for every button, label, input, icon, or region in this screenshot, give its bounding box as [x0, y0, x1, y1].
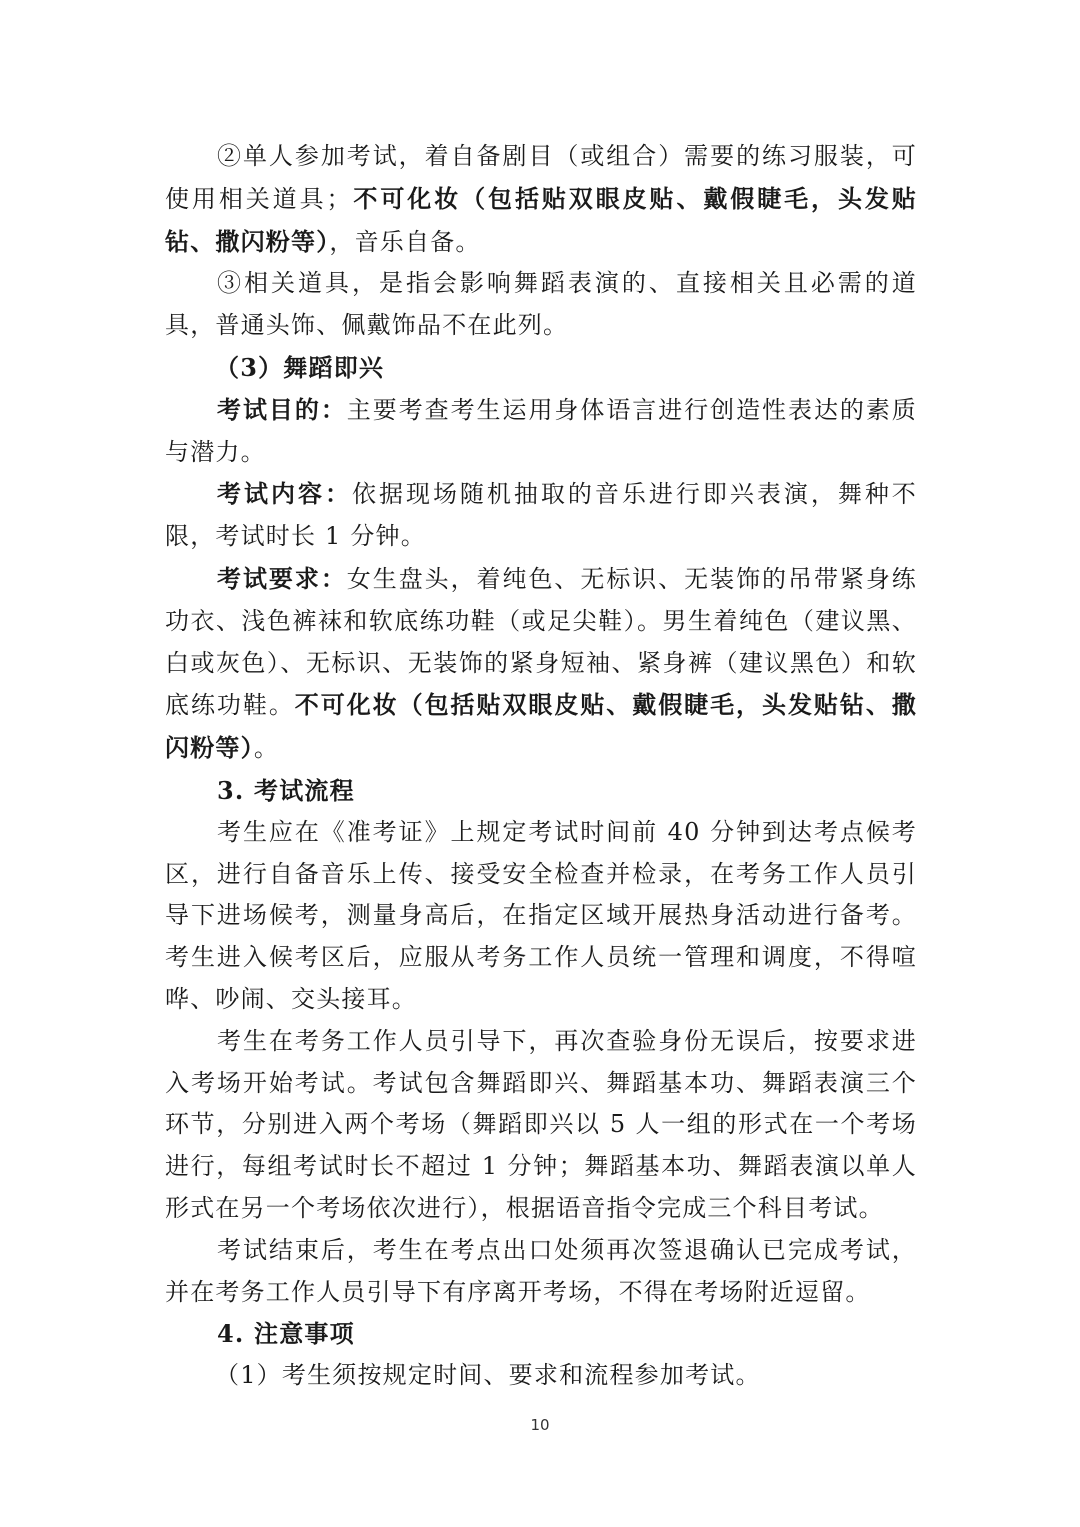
- document-body: [165, 136, 917, 1397]
- paragraph-exam-requirements: [165, 558, 917, 770]
- exam-requirements-text: 女生盘头，着纯色、无标识、无装饰的吊带紧身练功衣、浅色裤袜和软底练功鞋（或足尖鞋）。男生着纯色（建议黑、白或灰色）、无标识、无装饰的紧身短袖、紧身裤（建议黑色）和软底练功鞋。: [165, 564, 918, 720]
- exam-content-label: 考试内容：: [217, 479, 352, 509]
- paragraph-process-arrival: 考生应在《准考证》上规定考试时间前 40 分钟到达考点候考区，进行自备音乐上传、接受安全检查并检录，在考务工作人员引导下进场候考，测量身高后，在指定区域开展热身活动进行备考。考生进入候考区后，应服从考务工作人员统一管理和调度，不得喧哗、吵闹、交头接耳。: [165, 817, 917, 1013]
- note-item-1: （1）考生须按规定时间、要求和流程参加考试。: [215, 1361, 761, 1390]
- section-heading-exam-process: 3. 考试流程: [217, 775, 355, 805]
- paragraph-process-exam: 考生在考务工作人员引导下，再次查验身份无误后，按要求进入考场开始考试。考试包含舞蹈即兴、舞蹈基本功、舞蹈表演三个环节，分别进入两个考场（舞蹈即兴以 5 人一组的形式在一个考场进行，每组考试时长不超过 1 分钟；舞蹈基本功、舞蹈表演以单人形式在另一个考场依次进行），根据语音指令完成三个科目考试。: [165, 1026, 917, 1222]
- section-heading-notes: 4. 注意事项: [217, 1319, 355, 1349]
- paragraph-process-exit: 考试结束后，考生在考点出口处须再次签退确认已完成考试，并在考务工作人员引导下有序离开考场，不得在考场附近逗留。: [165, 1235, 917, 1306]
- paragraph-costume-props: [165, 136, 917, 263]
- paragraph-exam-purpose: [165, 389, 917, 474]
- paragraph-exam-content: [165, 473, 917, 558]
- paragraph-tail: ，音乐自备。: [329, 227, 481, 256]
- exam-content-text: 依据现场随机抽取的音乐进行即兴表演，舞种不限，考试时长 1 分钟。: [165, 480, 918, 551]
- exam-purpose-label: 考试目的：: [217, 394, 347, 424]
- makeup-warning: 不可化妆（包括贴双眼皮贴、戴假睫毛，头发贴钻、撒闪粉等）: [165, 690, 917, 763]
- paragraph-props-definition: ③相关道具，是指会影响舞蹈表演的、直接相关且必需的道具，普通头饰、佩戴饰品不在此列。: [165, 269, 917, 340]
- paragraph-tail: 。: [253, 734, 280, 763]
- section-heading-dance-improv: （3）舞蹈即兴: [215, 352, 385, 382]
- exam-purpose-text: 主要考查考生运用身体语言进行创造性表达的素质与潜力。: [165, 395, 918, 466]
- exam-requirements-label: 考试要求：: [217, 563, 347, 593]
- paragraph-text: ②单人参加考试，着自备剧目（或组合）需要的练习服装，可使用相关道具；: [165, 142, 917, 213]
- makeup-warning: 不可化妆（包括贴双眼皮贴、戴假睫毛，头发贴钻、撒闪粉等）: [165, 183, 917, 256]
- page-number: 10: [530, 1416, 550, 1434]
